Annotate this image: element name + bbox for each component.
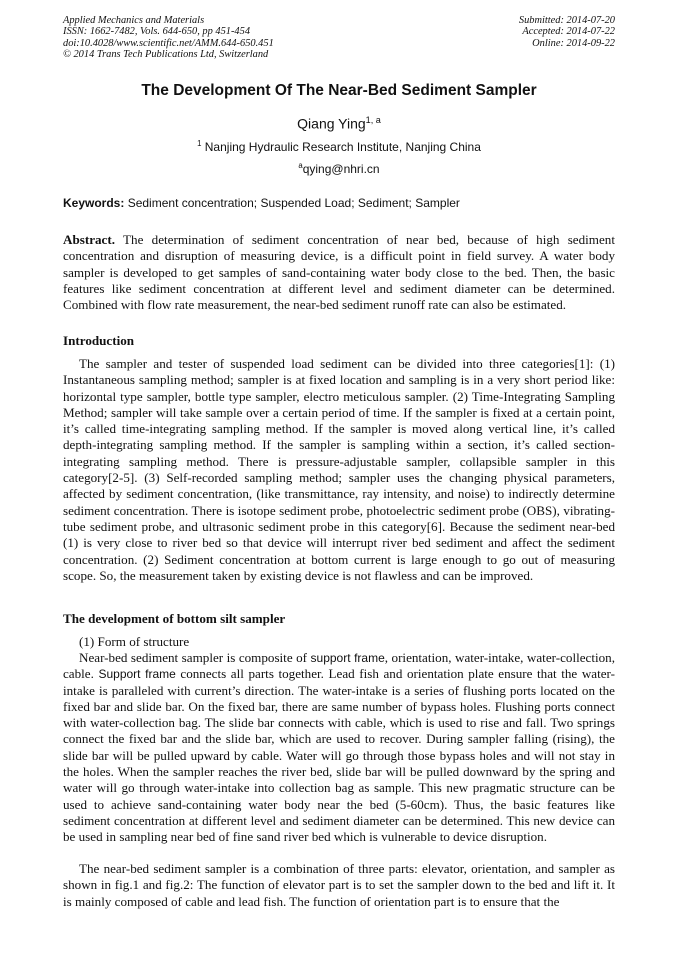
accepted-date: Accepted: 2014-07-22	[522, 26, 615, 38]
submitted-date: Submitted: 2014-07-20	[518, 15, 615, 26]
keywords-text: Sediment concentration; Suspended Load; Sediment; Sampler	[127, 196, 460, 210]
introduction-heading: Introduction	[63, 333, 135, 348]
structure-paragraph	[63, 650, 615, 846]
abstract-label: Abstract.	[63, 232, 115, 247]
email-sup: a	[298, 161, 303, 170]
affiliation-sup: 1	[197, 139, 202, 148]
text-run: , orientation, water-intake, water-collection, cable.	[63, 650, 615, 682]
copyright: © 2014 Trans Tech Publications Ltd, Switzerland	[63, 48, 269, 60]
author-name: Qiang Ying	[297, 115, 366, 132]
paper-title: The Development Of The Near-Bed Sediment Sampler	[141, 82, 537, 99]
journal-name: Applied Mechanics and Materials	[63, 15, 205, 26]
affiliation	[0, 139, 678, 154]
dates-header	[519, 15, 615, 49]
text-run: Support frame	[98, 667, 176, 682]
abstract-text: The determination of sediment concentration of near bed, because of high sediment concentration and disruption of measuring device, is a difficult point in field survey. A water body sampler is developed to get samples of sand-containing water body close to the bed. Then, the basic features like sediment concentration at different level and sediment diameter can be determined. Combined with flow rate measurement, the near-bed sediment runoff rate can also be estimated.	[63, 232, 615, 313]
keywords-label: Keywords:	[63, 196, 125, 210]
email	[0, 161, 678, 176]
introduction-paragraph: The sampler and tester of suspended load sediment can be divided into three categories[1]: (1) Instantaneous sampling method; sampler is at fixed location and sampling is in a very short period like: horizontal type sampler, bottle type sampler, electro meticulous sampler. (2) Time-Integrating Sampling Method; sampler will take sample over a certain period of time. If the sampler is fixed at a certain point, it’s called time-integrating sampling method. If the sampler is moved along vertical line, it’s called depth-integrating sampling method. If the sampler is sampling within a section, it’s called section-integrating sampling method. There is pressure-adjustable sampler, collapsible sampler in this category[2-5]. (3) Self-recorded sampling method; sampler uses the changing physical parameters, affected by sediment concentration, (like transmittance, ray intensity, and noise) to indirectly determine sediment concentration. There is isotope sediment probe, photoelectric sediment probe (OBS), vibrating-tube sediment probe, and ultrasonic sediment probe in this category[6]. Because the sediment near-bed (1) is very close to river bed so that device will interrupt river bed sediment and affect the sediment concentration. (2) Sediment concentration at bottom current is large enough to go out of measuring scope. So, the measurement taken by existing device is not flawless and can be improved.	[63, 356, 615, 583]
online-date: Online: 2014-09-22	[532, 37, 615, 49]
affiliation-text: Nanjing Hydraulic Research Institute, Nanjing China	[204, 140, 481, 154]
author	[0, 115, 678, 132]
doi: doi:10.4028/www.scientific.net/AMM.644-650.451	[63, 37, 274, 49]
author-sup: 1, a	[365, 115, 381, 125]
development-heading: The development of bottom silt sampler	[63, 611, 286, 626]
sampler-parts-paragraph: The near-bed sediment sampler is a combination of three parts: elevator, orientation, and sampler as shown in fig.1 and fig.2: The function of elevator part is to set the sampler down to the bed and lift it. It is mainly composed of cable and lead fish. The function of orientation part is to ensure that the	[63, 861, 615, 909]
structure-subheading: (1) Form of structure	[79, 634, 190, 649]
text-run: Near-bed sediment sampler is composite of	[79, 650, 311, 665]
text-run: connects all parts together. Lead fish and orientation plate ensure that the water-intake is paralleled with current’s direction. The water-intake is a series of flushing ports located on the fixed bar and slide bar. On the fixed bar, there are same number of bypass holes. Flushing ports connect with water-collection bag. The slide bar connects with cable, which is used to rise and fall. Two springs connect the fixed bar and the slide bar, which are used to recover. During sampler falling (rising), the slide bar will be pulled upward by cable. Water will go through those bypass holes and will not stay in the holes. When the sampler reaches the river bed, slide bar will be pulled downward by the spring and water will go through water-intake into collection bag as sample. This new pragmatic structure can be used to achieve sand-containing water body near the bed (5-60cm). Thus, the basic features like sediment concentration at different level and sediment diameter can be determined. This new device can be used in sampling near bed of fine sand river bed which is vulnerable to device disruption.	[63, 666, 615, 845]
abstract	[63, 232, 615, 313]
journal-header	[63, 15, 274, 60]
issn: ISSN: 1662-7482, Vols. 644-650, pp 451-454	[63, 26, 251, 38]
keywords	[63, 196, 460, 210]
email-text[interactable]: qying@nhri.cn	[302, 162, 380, 176]
text-run: support frame	[310, 651, 385, 665]
